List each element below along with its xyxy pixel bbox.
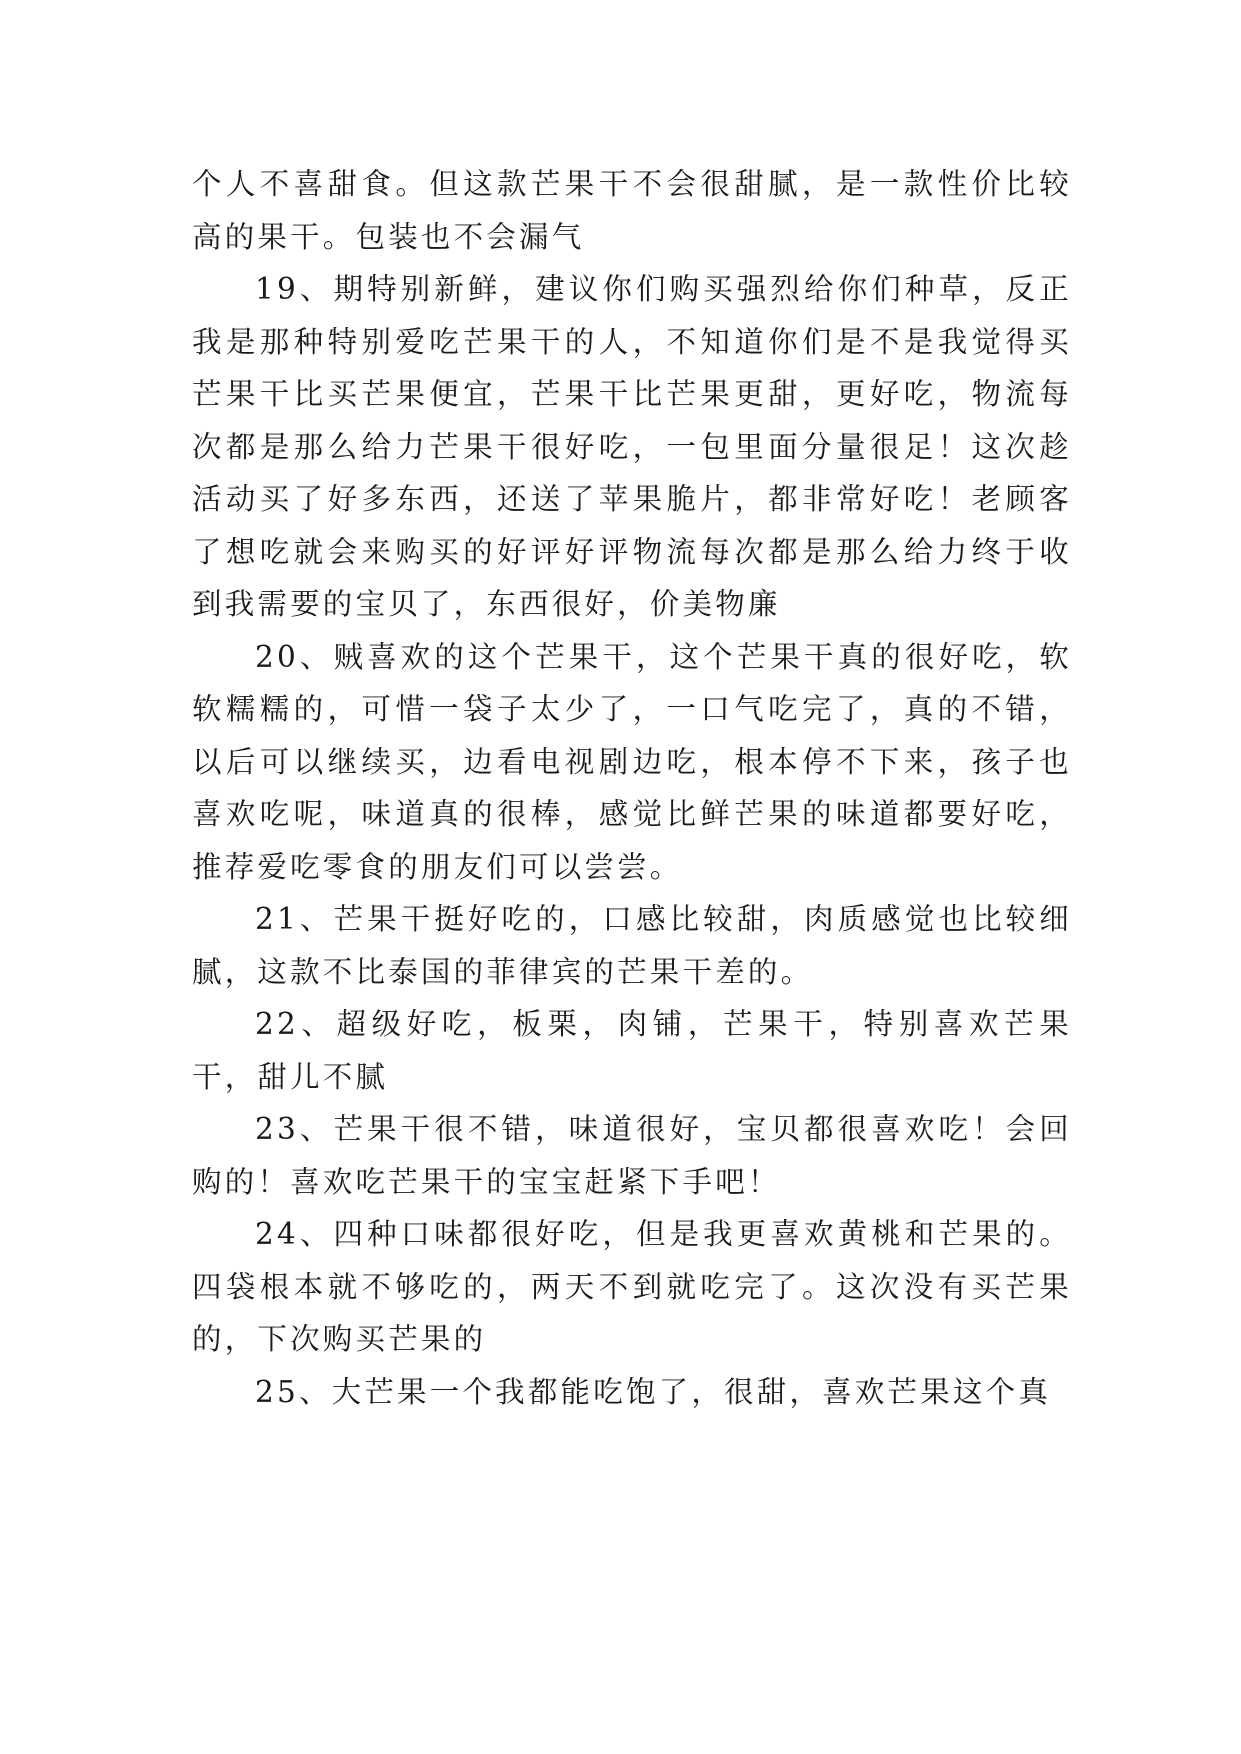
paragraph-25: 25、大芒果一个我都能吃饱了，很甜，喜欢芒果这个真	[255, 1374, 1052, 1409]
paragraph-20: 20、贼喜欢的这个芒果干，这个芒果干真的很好吃，软软糯糯的，可惜一袋子太少了，一口气吃完了，真的不错，以后可以继续买，边看电视剧边吃，根本停不下来，孩子也喜欢吃呢，味道真的很棒，感觉比鲜芒果的味道都要好吃，推荐爱吃零食的朋友们可以尝尝。	[192, 639, 1072, 884]
paragraph-23: 23、芒果干很不错，味道很好，宝贝都很喜欢吃！会回购的！喜欢吃芒果干的宝宝赶紧下手吧！	[192, 1112, 1072, 1199]
document-body	[192, 158, 1072, 1418]
paragraph-continued: 个人不喜甜食。但这款芒果干不会很甜腻，是一款性价比较高的果干。包装也不会漏气	[192, 167, 1072, 254]
paragraph-21: 21、芒果干挺好吃的，口感比较甜，肉质感觉也比较细腻，这款不比泰国的菲律宾的芒果干差的。	[192, 902, 1072, 989]
paragraph-22: 22、超级好吃，板栗，肉铺，芒果干，特别喜欢芒果干，甜儿不腻	[192, 1007, 1072, 1094]
paragraph-19: 19、期特别新鲜，建议你们购买强烈给你们种草，反正我是那种特别爱吃芒果干的人，不知道你们是不是我觉得买芒果干比买芒果便宜，芒果干比芒果更甜，更好吃，物流每次都是那么给力芒果干很好吃，一包里面分量很足！这次趁活动买了好多东西，还送了苹果脆片，都非常好吃！老顾客了想吃就会来购买的好评好评物流每次都是那么给力终于收到我需要的宝贝了，东西很好，价美物廉	[192, 272, 1072, 621]
paragraph-24: 24、四种口味都很好吃，但是我更喜欢黄桃和芒果的。四袋根本就不够吃的，两天不到就吃完了。这次没有买芒果的，下次购买芒果的	[192, 1217, 1072, 1356]
